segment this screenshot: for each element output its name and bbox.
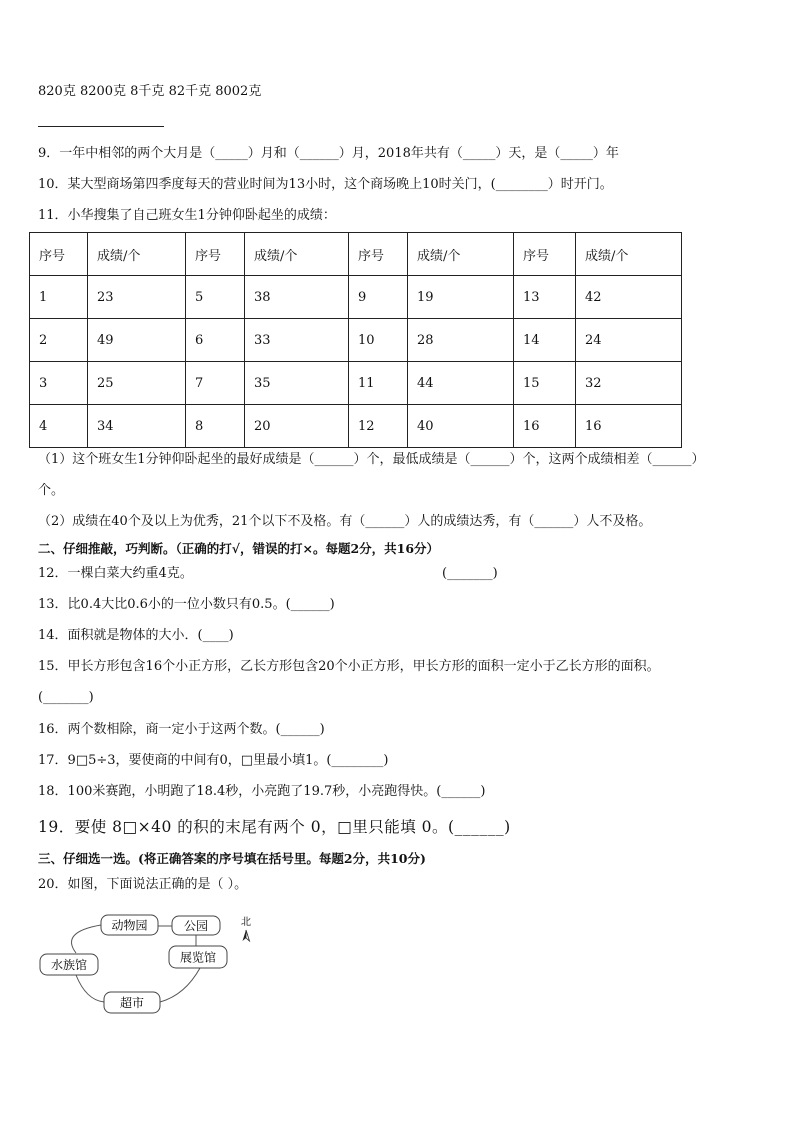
north-label: 北 (241, 917, 251, 928)
table-cell: 5 (186, 276, 245, 319)
question-12: 12．一棵白菜大约重4克。 (38, 566, 193, 581)
question-15: 15．甲长方形包含16个小正方形，乙长方形包含20个小正方形，甲长方形的面积一定小于乙长方形的面积。 (38, 659, 660, 674)
table-cell: 19 (408, 276, 514, 319)
table-header: 序号 (186, 233, 245, 276)
table-cell: 15 (514, 362, 576, 405)
table-cell: 35 (245, 362, 349, 405)
question-18: 18．100米赛跑，小明跑了18.4秒，小亮跑了19.7秒，小亮跑得快。(______) (38, 784, 486, 799)
table-header: 序号 (30, 233, 88, 276)
table-cell: 44 (408, 362, 514, 405)
question-13: 13．比0.4大比0.6小的一位小数只有0.5。(______) (38, 597, 335, 612)
table-header: 成绩/个 (576, 233, 682, 276)
table-row (30, 319, 682, 362)
table-cell: 38 (245, 276, 349, 319)
table-cell: 24 (576, 319, 682, 362)
table-cell: 14 (514, 319, 576, 362)
table-header: 成绩/个 (88, 233, 186, 276)
table-header: 序号 (514, 233, 576, 276)
table-cell: 23 (88, 276, 186, 319)
section-3-heading: 三、仔细选一选。(将正确答案的序号填在括号里。每题2分，共10分) (38, 851, 426, 866)
table-cell: 2 (30, 319, 88, 362)
table-header: 成绩/个 (408, 233, 514, 276)
exhibition-label: 展览馆 (179, 950, 217, 965)
table-header: 成绩/个 (245, 233, 349, 276)
question-14: 14．面积就是物体的大小．(____) (38, 628, 234, 643)
table-cell: 9 (349, 276, 408, 319)
table-row (30, 362, 682, 405)
question-10: 10．某大型商场第四季度每天的营业时间为13小时，这个商场晚上10时关门，(________）时开门。 (38, 177, 613, 192)
zoo-node (101, 915, 158, 935)
supermarket-node (104, 992, 160, 1013)
table-cell: 49 (88, 319, 186, 362)
question-11-part-1-cont: 个。 (38, 483, 65, 498)
table-cell: 25 (88, 362, 186, 405)
table-cell: 12 (349, 405, 408, 448)
north-arrow-icon (243, 930, 247, 941)
question-11: 11．小华搜集了自己班女生1分钟仰卧起坐的成绩： (38, 208, 336, 223)
question-11-part-2: （2）成绩在40个及以上为优秀，21个以下不及格。有（______）人的成绩达秀，有（______）人不及格。 (38, 514, 652, 529)
table-cell: 6 (186, 319, 245, 362)
table-cell: 33 (245, 319, 349, 362)
question-9: 9．一年中相邻的两个大月是（_____）月和（______）月，2018年共有（_____）天，是（_____）年 (38, 146, 619, 161)
table-cell: 1 (30, 276, 88, 319)
scores-table (29, 232, 682, 448)
table-cell: 16 (514, 405, 576, 448)
aquarium-label: 水族馆 (50, 958, 88, 972)
table-cell: 40 (408, 405, 514, 448)
north-indicator (241, 916, 251, 941)
question-19: 19．要使 8□×40 的积的末尾有两个 0，□里只能填 0。(______) (38, 818, 511, 836)
park-node (172, 916, 220, 935)
table-header: 序号 (349, 233, 408, 276)
path-zoo-aquarium (72, 925, 101, 953)
table-row (30, 276, 682, 319)
table-cell: 13 (514, 276, 576, 319)
table-cell: 7 (186, 362, 245, 405)
table-cell: 16 (576, 405, 682, 448)
location-map-diagram (0, 900, 280, 1025)
park-label: 公园 (183, 919, 209, 933)
question-15-blank: (_______) (38, 690, 94, 705)
table-cell: 4 (30, 405, 88, 448)
path-aquarium-supermarket (76, 975, 104, 1002)
table-header-row (30, 233, 682, 276)
table-cell: 20 (245, 405, 349, 448)
table-cell: 10 (349, 319, 408, 362)
q8-options: 820克 8200克 8千克 82千克 8002克 (38, 84, 262, 99)
table-cell: 28 (408, 319, 514, 362)
north-arrow-outline (246, 930, 250, 941)
table-cell: 34 (88, 405, 186, 448)
answer-line (38, 126, 164, 127)
question-17: 17．9□5÷3，要使商的中间有0，□里最小填1。(________) (38, 753, 389, 768)
supermarket-label: 超市 (119, 996, 145, 1010)
table-cell: 8 (186, 405, 245, 448)
table-cell: 32 (576, 362, 682, 405)
exhibition-node (169, 946, 227, 968)
table-cell: 3 (30, 362, 88, 405)
path-supermarket-exhibition (160, 968, 200, 1002)
zoo-label: 动物园 (111, 918, 148, 933)
question-20: 20．如图，下面说法正确的是（ ）。 (38, 877, 248, 892)
table-cell: 42 (576, 276, 682, 319)
question-16: 16．两个数相除，商一定小于这两个数。(______) (38, 722, 325, 737)
table-row (30, 405, 682, 448)
table-cell: 11 (349, 362, 408, 405)
aquarium-node (40, 954, 98, 975)
question-11-part-1: （1）这个班女生1分钟仰卧起坐的最好成绩是（______）个，最低成绩是（______）个，这两个成绩相差（______） (38, 452, 705, 467)
question-12-blank: (_______) (442, 566, 498, 581)
section-2-heading: 二、仔细推敲，巧判断。（正确的打√，错误的打×。每题2分，共16分） (38, 541, 440, 556)
